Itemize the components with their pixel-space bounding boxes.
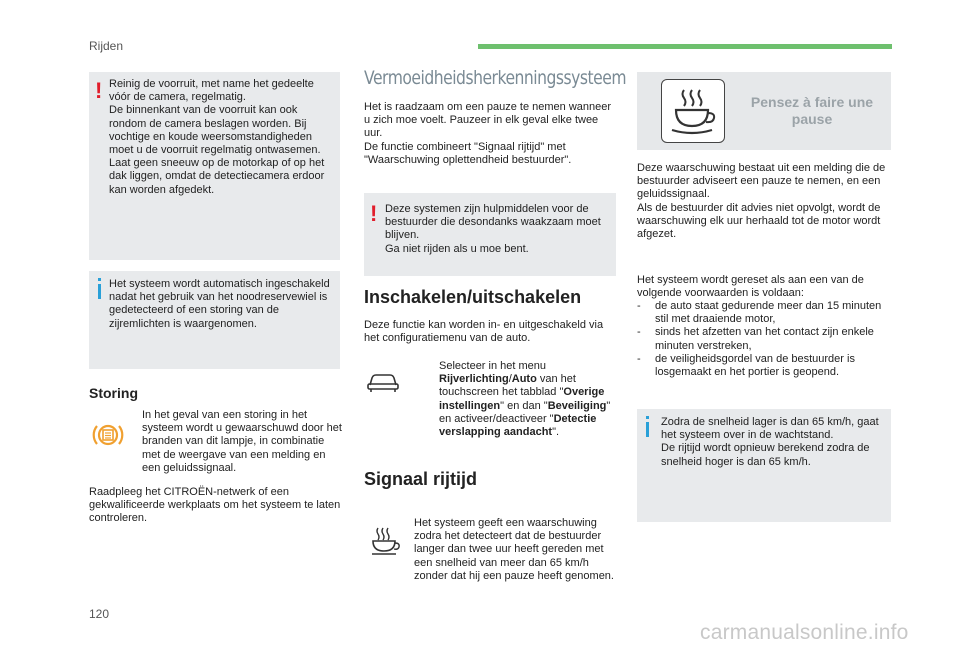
info-icon	[98, 284, 101, 299]
coffee-cup-icon	[368, 526, 402, 556]
break-message-text: Pensez à faire une pause	[750, 94, 874, 127]
step-text: " en dan "	[500, 399, 548, 412]
tab-label: Overige instellingen	[439, 386, 605, 412]
standby-info-text: Zodra de snelheid lager is dan 65 km/h, gaat het systeem over in de wachtstand. De rijtijd wordt opnieuw berekend zodra de snelheid hoger is dan 65 km/h.	[661, 416, 879, 468]
toggle-intro: Deze functie kan worden in- en uitgeschakeld via het configuratiemenu van de auto.	[364, 319, 604, 345]
warning-icon: !	[95, 78, 103, 103]
driver-warning-box	[364, 193, 616, 276]
info-text: Het systeem wordt automatisch ingeschakeld nadat het gebruik van het noodreservewiel is gedetecteerd of een storing van de zijremlichten is waargenomen.	[109, 278, 330, 330]
fault-heading: Storing	[89, 385, 138, 401]
step-text: van het touchscreen het tabblad "	[439, 373, 576, 399]
menu-label: Beveiliging	[547, 399, 607, 412]
menu-label: Auto	[511, 373, 537, 386]
step-text: ".	[552, 426, 560, 439]
coffee-cup-icon	[662, 80, 724, 142]
info-box	[89, 271, 340, 369]
warning-text: Reinig de voorruit, met name het gedeelte vóór de camera, regelmatig. De binnenkant van de voorruit kan ook rondom de camera beslagen worden. Bij vochtige en koude weersomstandigheden moet u de voorruit regelmatig ontwasemen. Laat geen sneeuw op de motorkap of op het dak liggen, omdat de detectiecamera erdoor kan worden afgedekt.	[109, 78, 325, 196]
list-item: - de auto staat gedurende meer dan 15 minuten stil met draaiende motor,	[637, 300, 882, 326]
list-item: - de veiligheidsgordel van de bestuurder is losgemaakt en het portier is geopend.	[637, 352, 855, 379]
info-icon	[646, 422, 649, 437]
intro-text: Het is raadzaam om een pauze te nemen wanneer u zich moe voelt. Pauzeer in elk geval elke twee uur. De functie combineert "Signaal rijtijd" met "Waarschuwing oplettendheid bestuurder".	[364, 101, 612, 166]
car-icon	[366, 371, 400, 393]
warning-description: Deze waarschuwing bestaat uit een melding die de bestuurder adviseert een pauze te nemen, en een geluidssignaal. Als de bestuurder dit advies niet opvolgt, wordt de waarschuwing elk uur herhaald tot de motor wordt afgezet.	[637, 162, 886, 241]
standby-info-box	[637, 409, 891, 522]
break-message-card	[637, 72, 891, 150]
warning-icon: !	[370, 201, 378, 226]
toggle-heading: Inschakelen/uitschakelen	[364, 287, 582, 307]
step-text: " en activeer/deactiveer "	[439, 399, 611, 425]
drive-time-heading: Signaal rijtijd	[364, 469, 478, 489]
warning-box	[89, 72, 340, 260]
dealer-text: Raadpleeg het CITROËN-netwerk of een gekwalificeerde werkplaats om het systeem te laten controleren.	[89, 486, 341, 525]
section-title: Rijden	[89, 39, 124, 53]
main-heading: Vermoeidheidsherkenningssysteem	[364, 67, 627, 89]
reset-intro: Het systeem wordt gereset als aan een van de volgende voorwaarden is voldaan:	[637, 274, 864, 300]
brake-warning-lamp-icon	[90, 418, 126, 452]
break-message-icon-box	[661, 79, 725, 143]
watermark: carmanualsonline.info	[700, 621, 909, 644]
section-color-bar	[478, 44, 892, 49]
step-text: Selecteer in het menu	[439, 360, 547, 372]
fault-text: In het geval van een storing in het systeem wordt u gewaarschuwd door het branden van dit lampje, in combinatie met de weergave van een melding en een geluidssignaal.	[142, 409, 342, 474]
option-label: Detectie verslapping aandacht	[439, 412, 597, 439]
driver-warning-text: Deze systemen zijn hulpmiddelen voor de bestuurder die desondanks waakzaam moet blijven. Ga niet rijden als u moe bent.	[385, 203, 601, 255]
config-steps-text	[439, 360, 614, 439]
step-text: /	[508, 373, 512, 386]
page-number: 120	[89, 607, 110, 621]
drive-time-text: Het systeem geeft een waarschuwing zodra het detecteert dat de bestuurder langer dan twee uur heeft gereden met een snelheid van meer dan 65 km/h zonder dat hij een pauze heeft genomen.	[414, 517, 614, 582]
reset-list	[637, 300, 891, 379]
menu-label: Rijverlichting	[439, 373, 509, 386]
list-item: - sinds het afzetten van het contact zijn enkele minuten verstreken,	[637, 326, 874, 352]
